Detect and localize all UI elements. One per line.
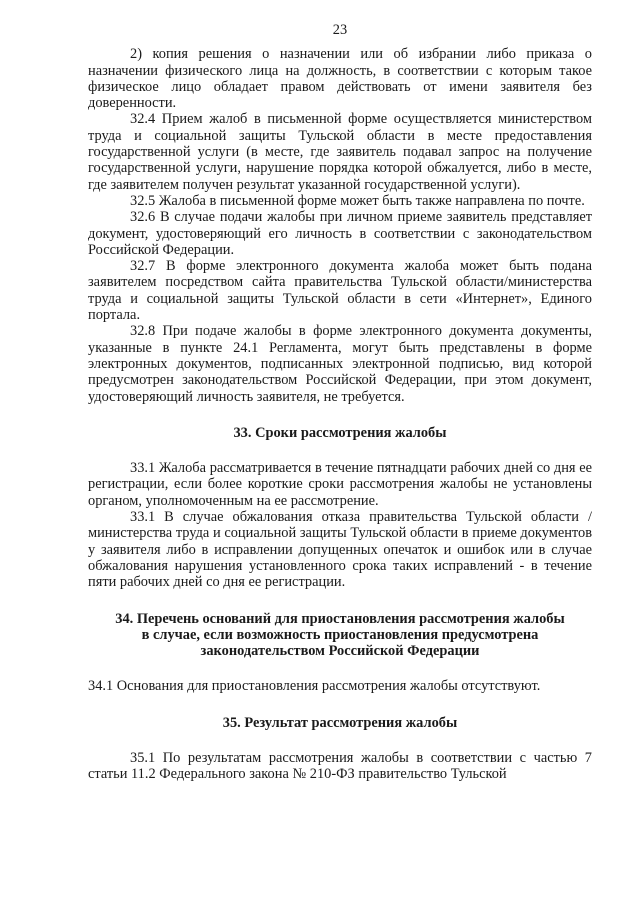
paragraph-32-4: 32.4 Прием жалоб в письменной форме осуществляется министерством труда и социальной защиты Тульской области в месте предоставления государственной услуги (в месте, где заявитель подавал запрос на получение государственной услуги, нарушение порядка которой обжалуется, либо в месте, где заявителем получен результат указанной государственной услуги). [88,111,592,193]
section-35-heading: 35. Результат рассмотрения жалобы [222,714,458,731]
section-33-heading: 33. Сроки рассмотрения жалобы [233,424,447,441]
paragraph-34-1: 34.1 Основания для приостановления рассмотрения жалобы отсутствуют. [88,678,541,695]
paragraph-32-7: 32.7 В форме электронного документа жалоба может быть подана заявителем посредством сайта правительства Тульской области/министерства труда и социальной защиты Тульской области в сети «Интернет», Единого портала. [88,258,592,324]
paragraph-35-1: 35.1 По результатам рассмотрения жалобы в соответствии с частью 7 статьи 11.2 Федерального закона № 210-ФЗ правительство Тульской [88,749,592,783]
paragraph-33-1-appeal: 33.1 В случае обжалования отказа правительства Тульской области / министерства труда и социальной защиты Тульской области в приеме документов у заявителя либо в исправлении допущенных опечаток и ошибок или в случае обжалования нарушения установленного срока таких исправлений - в течение пяти рабочих дней со дня ее регистрации. [88,509,592,591]
paragraph-33-1: 33.1 Жалоба рассматривается в течение пятнадцати рабочих дней со дня ее регистрации, если более короткие сроки рассмотрения жалобы не установлены органом, уполномоченным на ее рассмотрение. [88,460,592,509]
paragraph-copy-of-decision: 2) копия решения о назначении или об избрании либо приказа о назначении физического лица на должность, в соответствии с которым такое физическое лицо обладает правом действовать от имени заявителя без доверенности. [88,46,592,112]
section-34-heading: 34. Перечень оснований для приостановления рассмотрения жалобы в случае, если возможность приостановления предусмотрена законодательством Российской Федерации [115,610,565,660]
paragraph-32-5: 32.5 Жалоба в письменной форме может быть также направлена по почте. [130,192,585,209]
paragraph-32-8: 32.8 При подаче жалобы в форме электронного документа документы, указанные в пункте 24.1 Регламента, могут быть представлены в форме электронных документов, подписанных электронной подписью, вид которой предусмотрен законодательством Российской Федерации, при этом документ, удостоверяющий личность заявителя, не требуется. [88,323,592,405]
page-number: 23 [332,22,348,38]
paragraph-32-6: 32.6 В случае подачи жалобы при личном приеме заявитель представляет документ, удостоверяющий его личность в соответствии с законодательством Российской Федерации. [88,209,592,258]
